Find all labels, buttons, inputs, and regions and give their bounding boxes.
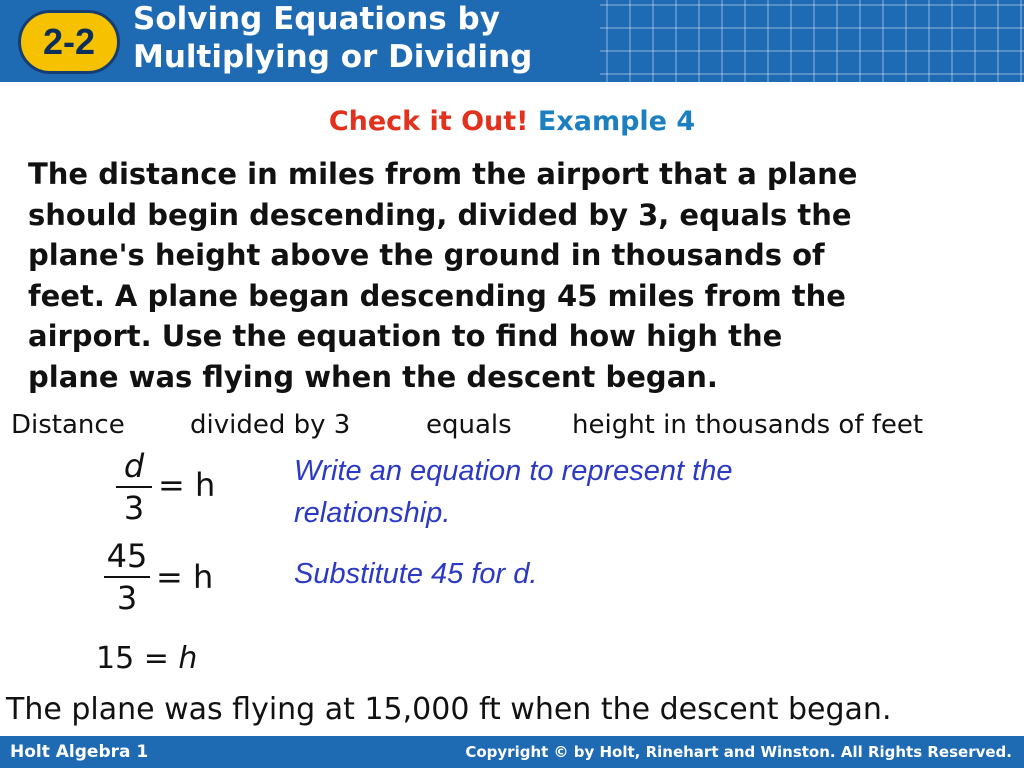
fraction-bar bbox=[104, 576, 150, 578]
problem-line: plane's height above the ground in thousands of bbox=[28, 238, 825, 273]
conclusion-text: The plane was flying at 15,000 ft when the descent began. bbox=[6, 692, 892, 727]
footer-copyright: Copyright © by Holt, Rinehart and Winston. All Rights Reserved. bbox=[465, 743, 1012, 761]
step1-fraction bbox=[116, 448, 152, 526]
word-term-equals: equals bbox=[426, 410, 512, 440]
example-label: Example 4 bbox=[537, 106, 696, 137]
problem-line: should begin descending, divided by 3, equals the bbox=[28, 197, 852, 232]
lesson-title bbox=[133, 0, 532, 76]
footer-bar bbox=[0, 736, 1024, 768]
step2-note-line: Substitute 45 for d. bbox=[294, 558, 538, 590]
step1-denominator: 3 bbox=[123, 489, 145, 527]
header-bar bbox=[0, 0, 1024, 82]
example-heading bbox=[0, 106, 1024, 137]
check-it-out-label: Check it Out! bbox=[328, 106, 529, 137]
lesson-title-line2: Multiplying or Dividing bbox=[133, 39, 533, 75]
problem-statement bbox=[28, 154, 1008, 398]
word-term-distance: Distance bbox=[11, 410, 125, 440]
lesson-title-line1: Solving Equations by bbox=[133, 1, 500, 37]
lesson-badge bbox=[18, 10, 120, 74]
problem-line: plane was flying when the descent began. bbox=[28, 359, 718, 394]
problem-line: The distance in miles from the airport that a plane bbox=[28, 157, 858, 191]
step2-denominator: 3 bbox=[116, 579, 138, 617]
footer-course: Holt Algebra 1 bbox=[10, 742, 149, 762]
word-term-divided: divided by 3 bbox=[190, 410, 351, 440]
fraction-bar bbox=[116, 486, 152, 488]
problem-line: airport. Use the equation to find how high the bbox=[28, 319, 783, 354]
step3-rhs: h bbox=[178, 641, 198, 676]
step2-numerator: 45 bbox=[106, 537, 148, 575]
step1-note-line1: Write an equation to represent the bbox=[294, 455, 733, 487]
header-grid-decoration bbox=[600, 0, 1024, 82]
step2-fraction bbox=[104, 538, 150, 616]
step1-rhs: = h bbox=[158, 466, 216, 504]
word-equation bbox=[0, 410, 1024, 444]
step1-note bbox=[294, 450, 732, 534]
step3-lhs: 15 = bbox=[96, 641, 169, 676]
word-term-height: height in thousands of feet bbox=[572, 410, 924, 440]
lesson-number: 2-2 bbox=[42, 21, 96, 62]
step1-note-line2: relationship. bbox=[294, 497, 451, 529]
step3-result bbox=[96, 641, 197, 676]
problem-line: feet. A plane began descending 45 miles from the bbox=[28, 278, 846, 313]
step2-rhs: = h bbox=[156, 558, 214, 596]
step2-note bbox=[294, 553, 537, 595]
step1-numerator: d bbox=[123, 447, 145, 485]
